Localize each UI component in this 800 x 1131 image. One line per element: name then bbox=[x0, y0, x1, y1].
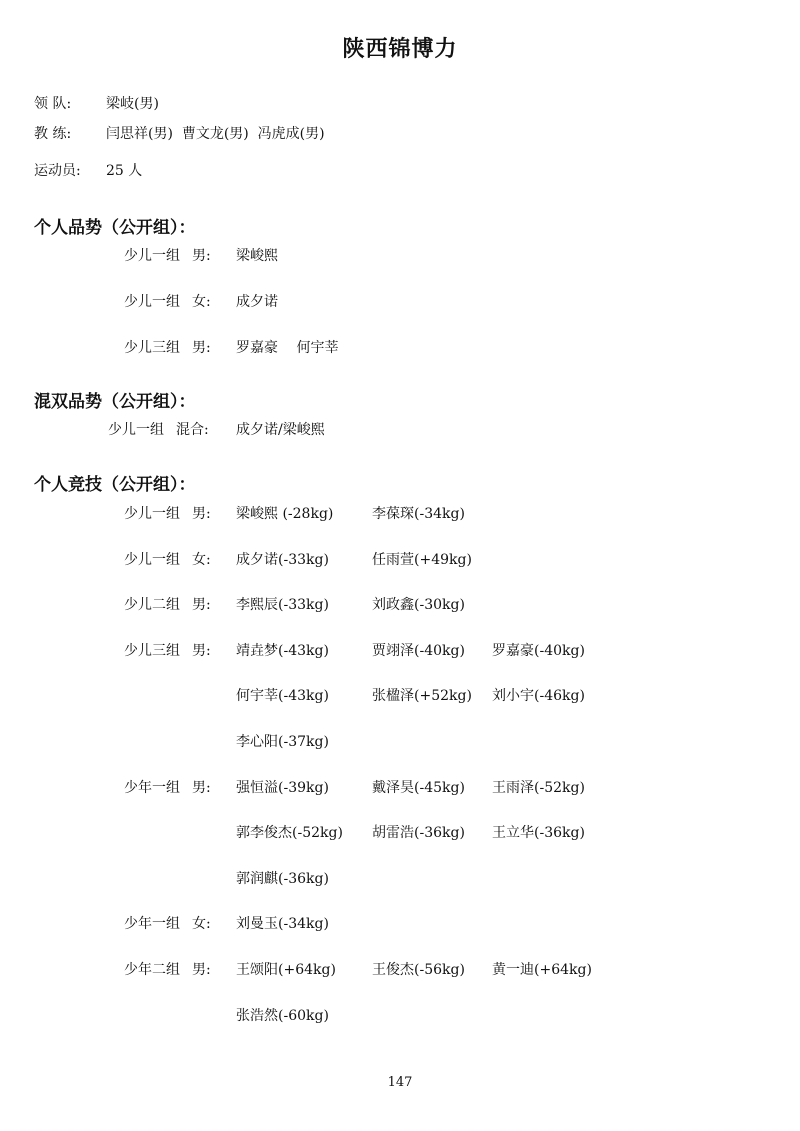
kyorugi-group bbox=[124, 777, 211, 797]
athlete-entry: 王雨泽(-52kg) bbox=[492, 780, 585, 796]
athlete-entry: 贾翊泽(-40kg) bbox=[372, 643, 465, 659]
leader-label: 领 队: bbox=[34, 96, 72, 112]
section-heading-pair-poomsae: 混双品势（公开组）： bbox=[34, 392, 196, 412]
pair-names: 成夕诺/梁峻熙 bbox=[236, 422, 325, 438]
page-number: 147 bbox=[387, 1075, 413, 1090]
athlete-entry: 罗嘉豪(-40kg) bbox=[492, 643, 585, 659]
kyorugi-group bbox=[124, 640, 211, 660]
gender-label: 男: bbox=[192, 780, 211, 796]
athlete-entry: 刘政鑫(-30kg) bbox=[372, 597, 465, 613]
athlete-entry: 黄一迪(+64kg) bbox=[492, 962, 592, 978]
gender-label: 男: bbox=[192, 248, 211, 264]
athlete-entry: 王俊杰(-56kg) bbox=[372, 962, 465, 978]
athlete-entry: 梁峻熙 (-28kg) bbox=[236, 506, 334, 522]
coach-value: 闫思祥(男) 曹文龙(男) 冯虎成(男) bbox=[106, 126, 325, 142]
pair-row bbox=[108, 419, 209, 439]
athlete-entry: 李熙辰(-33kg) bbox=[236, 597, 329, 613]
section-heading-kyorugi: 个人竞技（公开组）： bbox=[34, 475, 196, 495]
athlete-entry: 戴泽昊(-45kg) bbox=[372, 780, 465, 796]
gender-label: 混合: bbox=[176, 422, 209, 438]
group-label: 少年二组 bbox=[124, 962, 180, 978]
coach-label: 教 练: bbox=[34, 126, 72, 142]
gender-label: 男: bbox=[192, 340, 211, 356]
gender-label: 女: bbox=[192, 916, 211, 932]
group-label: 少儿二组 bbox=[124, 597, 180, 613]
athlete-entry: 张浩然(-60kg) bbox=[236, 1008, 329, 1024]
gender-label: 男: bbox=[192, 597, 211, 613]
poomsae-row bbox=[124, 245, 211, 265]
athlete-entry: 郭润麒(-36kg) bbox=[236, 871, 329, 887]
group-label: 少儿一组 bbox=[124, 506, 180, 522]
kyorugi-group bbox=[124, 959, 211, 979]
coach-line bbox=[34, 123, 325, 143]
athlete-entry: 靖垚梦(-43kg) bbox=[236, 643, 329, 659]
poomsae-names: 成夕诺 bbox=[236, 294, 278, 310]
athlete-entry: 成夕诺(-33kg) bbox=[236, 552, 329, 568]
athlete-entry: 胡雷浩(-36kg) bbox=[372, 825, 465, 841]
poomsae-names: 梁峻熙 bbox=[236, 248, 278, 264]
gender-label: 男: bbox=[192, 643, 211, 659]
gender-label: 男: bbox=[192, 962, 211, 978]
athlete-entry: 何宇莘(-43kg) bbox=[236, 688, 329, 704]
poomsae-names: 罗嘉豪 何宇莘 bbox=[236, 340, 339, 356]
athlete-entry: 强恒溢(-39kg) bbox=[236, 780, 329, 796]
group-label: 少年一组 bbox=[124, 916, 180, 932]
section-heading-individual-poomsae: 个人品势（公开组）： bbox=[34, 218, 196, 238]
leader-line bbox=[34, 93, 159, 113]
kyorugi-group bbox=[124, 594, 211, 614]
athlete-entry: 任雨萱(+49kg) bbox=[372, 552, 472, 568]
leader-value: 梁岐(男) bbox=[106, 96, 159, 112]
group-label: 少儿一组 bbox=[124, 294, 180, 310]
athlete-entry: 张楹泽(+52kg) bbox=[372, 688, 472, 704]
athletes-label: 运动员: bbox=[34, 163, 81, 179]
gender-label: 女: bbox=[192, 294, 211, 310]
athlete-entry: 李心阳(-37kg) bbox=[236, 734, 329, 750]
athlete-entry: 李葆琛(-34kg) bbox=[372, 506, 465, 522]
kyorugi-group bbox=[124, 913, 211, 933]
athletes-value: 25 人 bbox=[106, 163, 143, 179]
group-label: 少儿三组 bbox=[124, 340, 180, 356]
group-label: 少儿一组 bbox=[108, 422, 164, 438]
page-title: 陕西锦博力 bbox=[342, 37, 458, 62]
group-label: 少儿一组 bbox=[124, 552, 180, 568]
athlete-entry: 郭李俊杰(-52kg) bbox=[236, 825, 343, 841]
gender-label: 男: bbox=[192, 506, 211, 522]
athlete-entry: 刘小宇(-46kg) bbox=[492, 688, 585, 704]
gender-label: 女: bbox=[192, 552, 211, 568]
athlete-entry: 王立华(-36kg) bbox=[492, 825, 585, 841]
poomsae-row bbox=[124, 291, 211, 311]
group-label: 少儿三组 bbox=[124, 643, 180, 659]
kyorugi-group bbox=[124, 503, 211, 523]
athlete-entry: 刘曼玉(-34kg) bbox=[236, 916, 329, 932]
athlete-entry: 王颂阳(+64kg) bbox=[236, 962, 336, 978]
poomsae-row bbox=[124, 337, 211, 357]
group-label: 少年一组 bbox=[124, 780, 180, 796]
group-label: 少儿一组 bbox=[124, 248, 180, 264]
athletes-line bbox=[34, 160, 142, 180]
kyorugi-group bbox=[124, 549, 211, 569]
